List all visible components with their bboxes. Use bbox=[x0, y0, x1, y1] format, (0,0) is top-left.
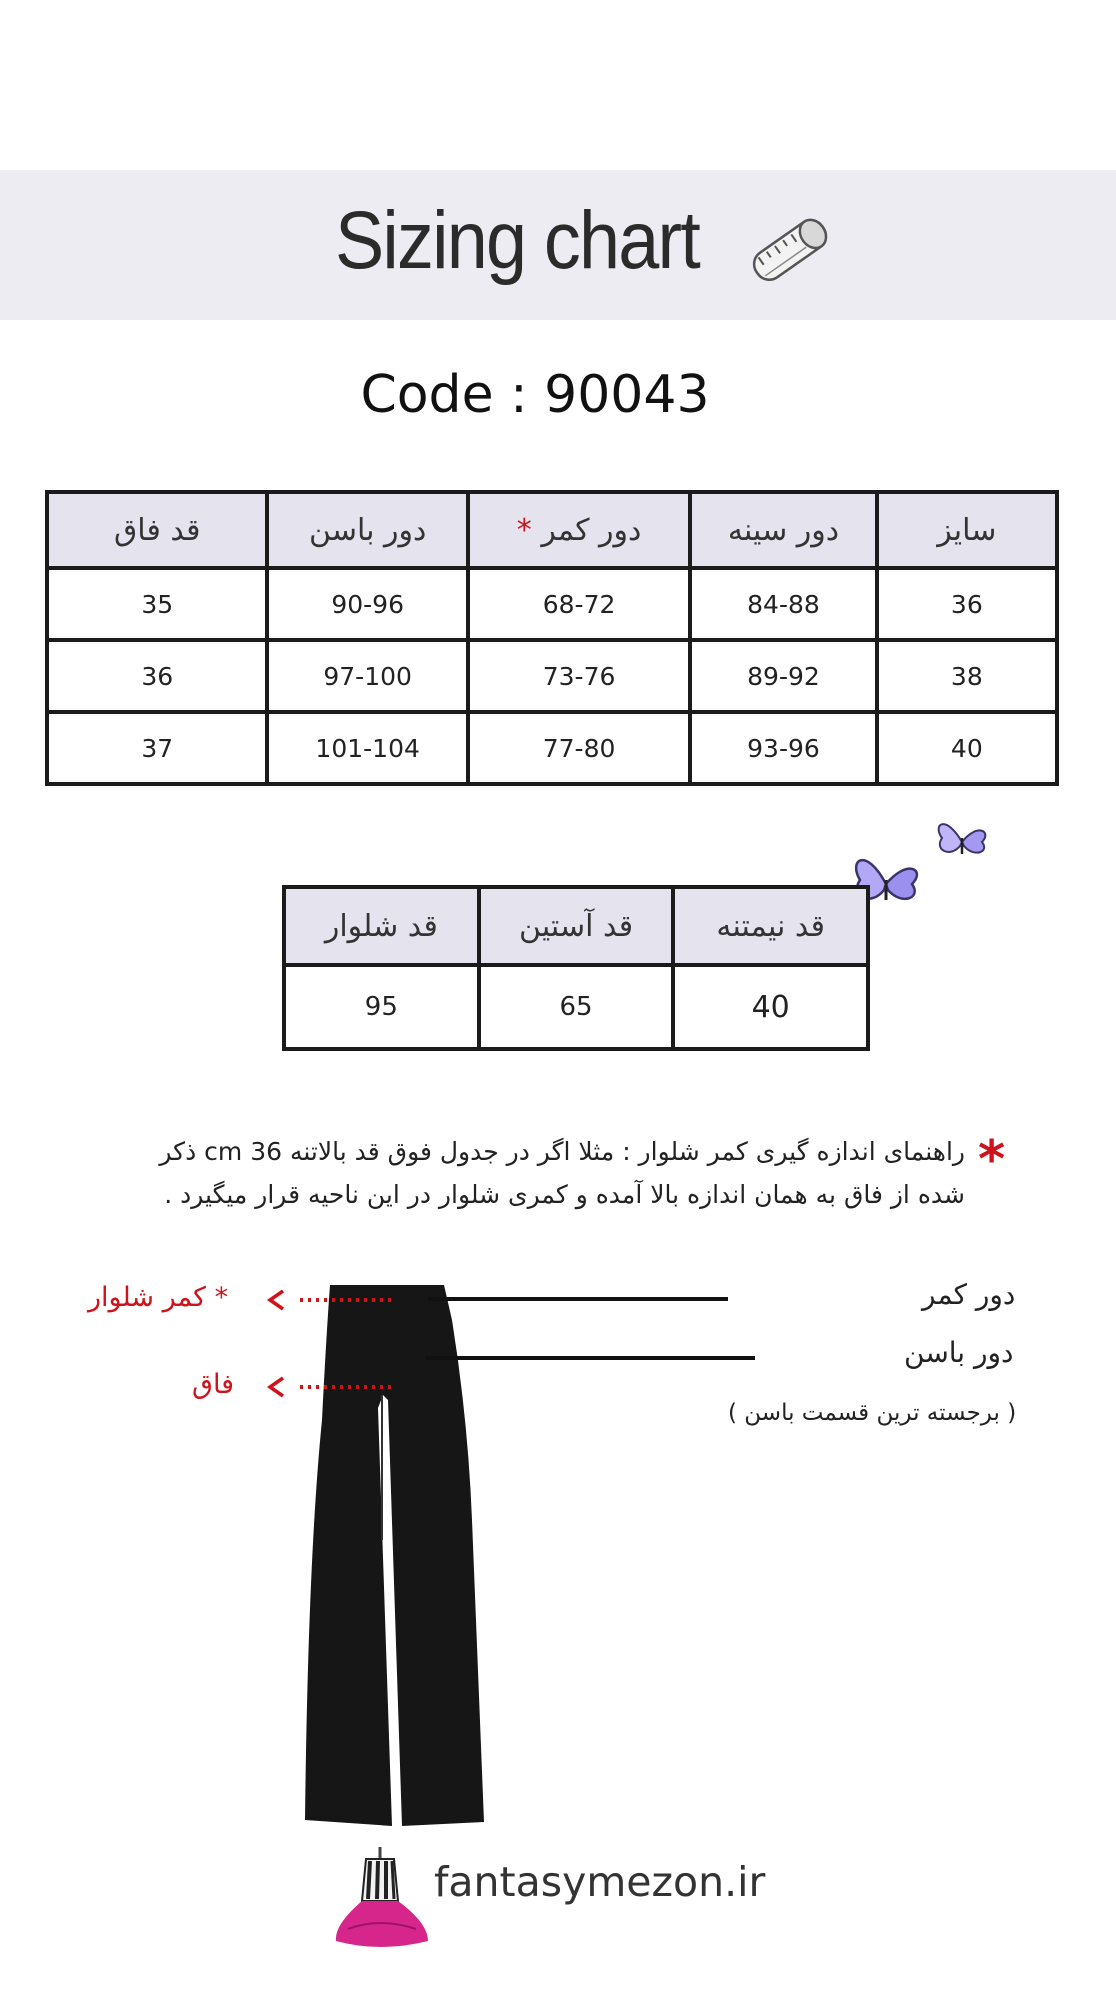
header-hip: دور باسن bbox=[267, 492, 467, 568]
pants-illustration bbox=[305, 1285, 484, 1826]
length-table-header-row bbox=[284, 887, 868, 965]
rise-label: فاق bbox=[192, 1369, 235, 1400]
size-table bbox=[45, 490, 1059, 786]
pants-waist-label: * کمر شلوار bbox=[88, 1282, 229, 1313]
length-table bbox=[282, 885, 870, 1051]
measurement-note bbox=[95, 1130, 965, 1216]
hip-note: ( برجسته ترین قسمت باسن ) bbox=[728, 1400, 1017, 1426]
note-line-2: شده از فاق به همان اندازه بالا آمده و کمری شلوار در این ناحیه قرار میگیرد . bbox=[164, 1180, 965, 1209]
note-star-mark: * bbox=[978, 1130, 1006, 1190]
size-table-header-row bbox=[47, 492, 1057, 568]
header-top-length: قد نیمتنه bbox=[673, 887, 868, 965]
cell-chest: 93-96 bbox=[690, 712, 876, 784]
table-row bbox=[284, 965, 868, 1049]
cell-size: 40 bbox=[877, 712, 1057, 784]
cell-waist: 68-72 bbox=[468, 568, 690, 640]
cell-hip: 97-100 bbox=[267, 640, 467, 712]
table-row bbox=[47, 712, 1057, 784]
product-code: Code : 90043 bbox=[360, 365, 710, 425]
cell-size: 36 bbox=[877, 568, 1057, 640]
header-sleeve-length: قد آستین bbox=[479, 887, 674, 965]
cell-rise: 35 bbox=[47, 568, 267, 640]
cell-waist: 77-80 bbox=[468, 712, 690, 784]
cell-rise: 36 bbox=[47, 640, 267, 712]
cell-chest: 84-88 bbox=[690, 568, 876, 640]
cell-top-length: 40 bbox=[673, 965, 868, 1049]
cell-rise: 37 bbox=[47, 712, 267, 784]
hip-label: دور باسن bbox=[904, 1336, 1014, 1369]
cell-size: 38 bbox=[877, 640, 1057, 712]
table-row bbox=[47, 568, 1057, 640]
waist-label: دور کمر bbox=[922, 1278, 1016, 1311]
dress-mannequin-icon bbox=[328, 1845, 438, 1950]
cell-chest: 89-92 bbox=[690, 640, 876, 712]
note-line-1: راهنمای اندازه گیری کمر شلوار : مثلا اگر در جدول فوق قد بالاتنه 36 cm ذکر bbox=[159, 1137, 965, 1166]
header-pants-length: قد شلوار bbox=[284, 887, 479, 965]
measuring-tape-icon bbox=[740, 205, 840, 295]
cell-hip: 101-104 bbox=[267, 712, 467, 784]
page-title: Sizing chart bbox=[335, 195, 699, 286]
waist-star-mark: * bbox=[516, 512, 532, 548]
waist-header-label: دور کمر bbox=[541, 512, 642, 548]
header-chest: دور سینه bbox=[690, 492, 876, 568]
cell-pants-length: 95 bbox=[284, 965, 479, 1049]
cell-sleeve-length: 65 bbox=[479, 965, 674, 1049]
table-row bbox=[47, 640, 1057, 712]
header-rise: قد فاق bbox=[47, 492, 267, 568]
butterfly-small-icon bbox=[932, 808, 992, 868]
cell-hip: 90-96 bbox=[267, 568, 467, 640]
header-waist bbox=[468, 492, 690, 568]
brand-url: fantasymezon.ir bbox=[434, 1858, 766, 1906]
cell-waist: 73-76 bbox=[468, 640, 690, 712]
header-size: سایز bbox=[877, 492, 1057, 568]
